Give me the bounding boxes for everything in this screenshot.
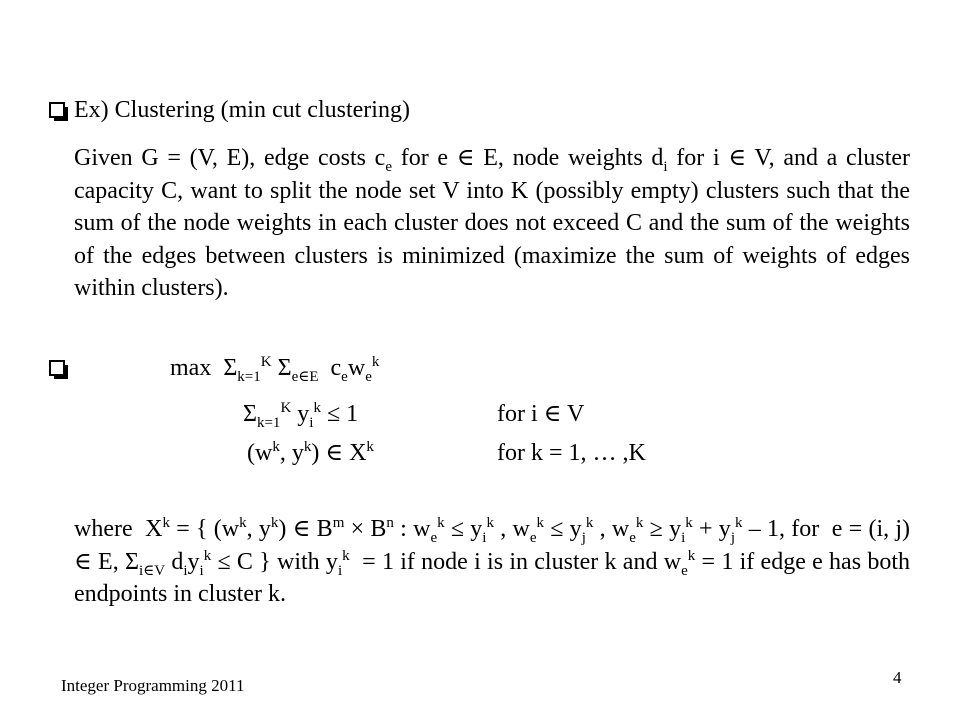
constraint-assignment-domain: for i ∈ V <box>497 401 585 427</box>
bullet-square-icon <box>49 360 65 376</box>
constraint-cluster-set: ($w^k$, $y^k$) ∈ $X^k$ <box>247 439 374 466</box>
page-number: 4 <box>893 668 902 687</box>
footer-course-title: Integer Programming 2011 <box>61 676 245 695</box>
set-definition: where $X^k$ = { ($w^k$, $y^k$) ∈ $B^m \times B^n$ : $w_e^k \le y_i^k$ , $w_e^k \le y_j^k$ , $w_e^k \ge y_i^k + y_j^k - 1$, for e = (i, j) ∈ E, $\Sigma_{i\in V}$ $d_iy_i^k \le C$ } with $y_i^k = 1$ if node i is in cluster k and $w_e^k = 1$ if edge e has both endpoints in cluster k. <box>74 515 911 607</box>
constraint-cluster-set-domain: for k = 1, … ,K <box>497 440 646 466</box>
constraint-assignment: $\Sigma_{k=1}^K$ $y_i^k \le 1$ <box>243 400 359 431</box>
objective-function: $\max \Sigma_{k=1}^K$ $\Sigma_{e\in E}$ $c_ew_e^k$ <box>170 354 380 385</box>
bullet-square-icon <box>49 102 65 118</box>
problem-description: Given G = (V, E), edge costs $c_e$ for e ∈ E, node weights $d_i$ for i ∈ V, and a cluster capacity C, want to split the node set V into K (possibly empty) clusters such that the sum of the node weights in each cluster does not exceed C and the sum of the weights of the edges between clusters is minimized (maximize the sum of weights of edges within clusters). <box>74 145 911 301</box>
example-heading: Ex) Clustering (min cut clustering) <box>74 97 410 123</box>
